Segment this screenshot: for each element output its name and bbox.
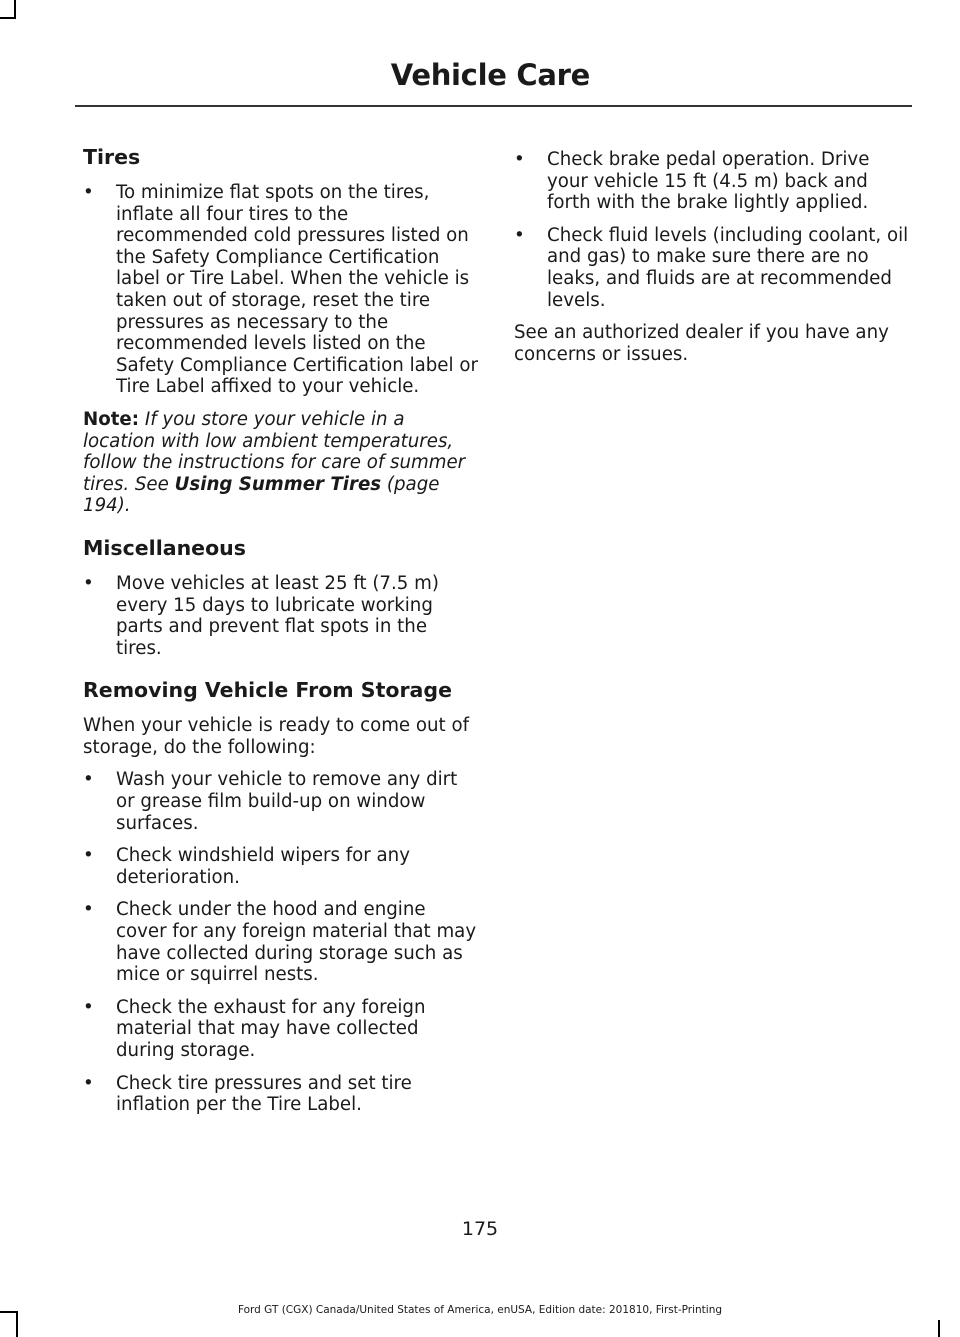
list-item xyxy=(83,182,478,398)
bullet: • xyxy=(83,996,94,1018)
removing-storage-heading: Removing Vehicle From Storage xyxy=(83,678,452,703)
tires-heading: Tires xyxy=(83,145,141,169)
list-item-text: Check fluid levels (including coolant, oil and gas) to make sure there are no leaks, and fluids are at recommended levels. xyxy=(547,224,909,311)
page-number: 175 xyxy=(461,1218,499,1240)
removing-list-continued xyxy=(514,149,909,311)
list-item-text: To minimize flat spots on the tires, inflate all four tires to the recommended cold pressures listed on the Safety Compliance Certification label or Tire Label. When the vehicle is taken out of storage, reset the tire pressures as necessary to the recommended levels listed on the Safety Compliance Certification label or Tire Label affixed to your vehicle. xyxy=(116,182,478,398)
bullet: • xyxy=(83,845,94,867)
closing-paragraph: See an authorized dealer if you have any concerns or issues. xyxy=(514,322,889,365)
header-divider xyxy=(75,105,912,107)
note-text: If you store your vehicle in a location with low ambient temperatures, follow the instructions for care of summer tires. See xyxy=(83,408,466,495)
list-item xyxy=(83,1073,478,1116)
miscellaneous-heading: Miscellaneous xyxy=(83,535,246,560)
list-item xyxy=(83,997,478,1062)
list-item xyxy=(514,225,909,311)
list-item-text: Check windshield wipers for any deterioration. xyxy=(116,845,410,888)
crop-mark-bottom-right xyxy=(938,1320,940,1337)
list-item-text: Check tire pressures and set tire inflation per the Tire Label. xyxy=(116,1072,412,1116)
crop-mark-top-left xyxy=(0,17,16,19)
crop-mark-top-left xyxy=(14,0,16,17)
list-item-text: Check under the hood and engine cover for any foreign material that may have collected during storage such as mice or squirrel nests. xyxy=(116,899,477,986)
list-item-text: Move vehicles at least 25 ft (7.5 m) every 15 days to lubricate working parts and prevent flat spots in the tires. xyxy=(116,572,439,659)
removing-intro: When your vehicle is ready to come out of storage, do the following: xyxy=(83,715,470,758)
removing-list xyxy=(83,769,478,1115)
footer-edition-info: Ford GT (CGX) Canada/United States of America, enUSA, Edition date: 201810, First-Printing xyxy=(237,1304,723,1316)
list-item-text: Check brake pedal operation. Drive your vehicle 15 ft (4.5 m) back and forth with the brake lightly applied. xyxy=(547,149,870,214)
miscellaneous-list xyxy=(83,573,478,659)
bullet: • xyxy=(514,224,525,246)
right-column xyxy=(514,144,909,376)
bullet: • xyxy=(83,182,94,203)
section-title: Vehicle Care xyxy=(390,58,590,92)
bullet: • xyxy=(83,769,94,791)
list-item xyxy=(83,845,478,888)
bullet: • xyxy=(83,572,94,594)
list-item-text: Wash your vehicle to remove any dirt or grease film build-up on window surfaces. xyxy=(116,769,458,834)
left-column xyxy=(83,144,478,1127)
page-reference: (page 194). xyxy=(83,473,440,517)
list-item xyxy=(83,573,478,659)
tires-list xyxy=(83,182,478,398)
note xyxy=(83,409,478,517)
list-item xyxy=(83,899,478,985)
note-label: Note: xyxy=(83,408,140,430)
bullet: • xyxy=(514,149,525,170)
list-item xyxy=(83,769,478,834)
bullet: • xyxy=(83,1072,94,1094)
list-item-text: Check the exhaust for any foreign material that may have collected during storage. xyxy=(116,996,426,1061)
cross-reference-link[interactable]: Using Summer Tires xyxy=(174,473,382,495)
bullet: • xyxy=(83,899,94,921)
list-item xyxy=(514,149,909,214)
